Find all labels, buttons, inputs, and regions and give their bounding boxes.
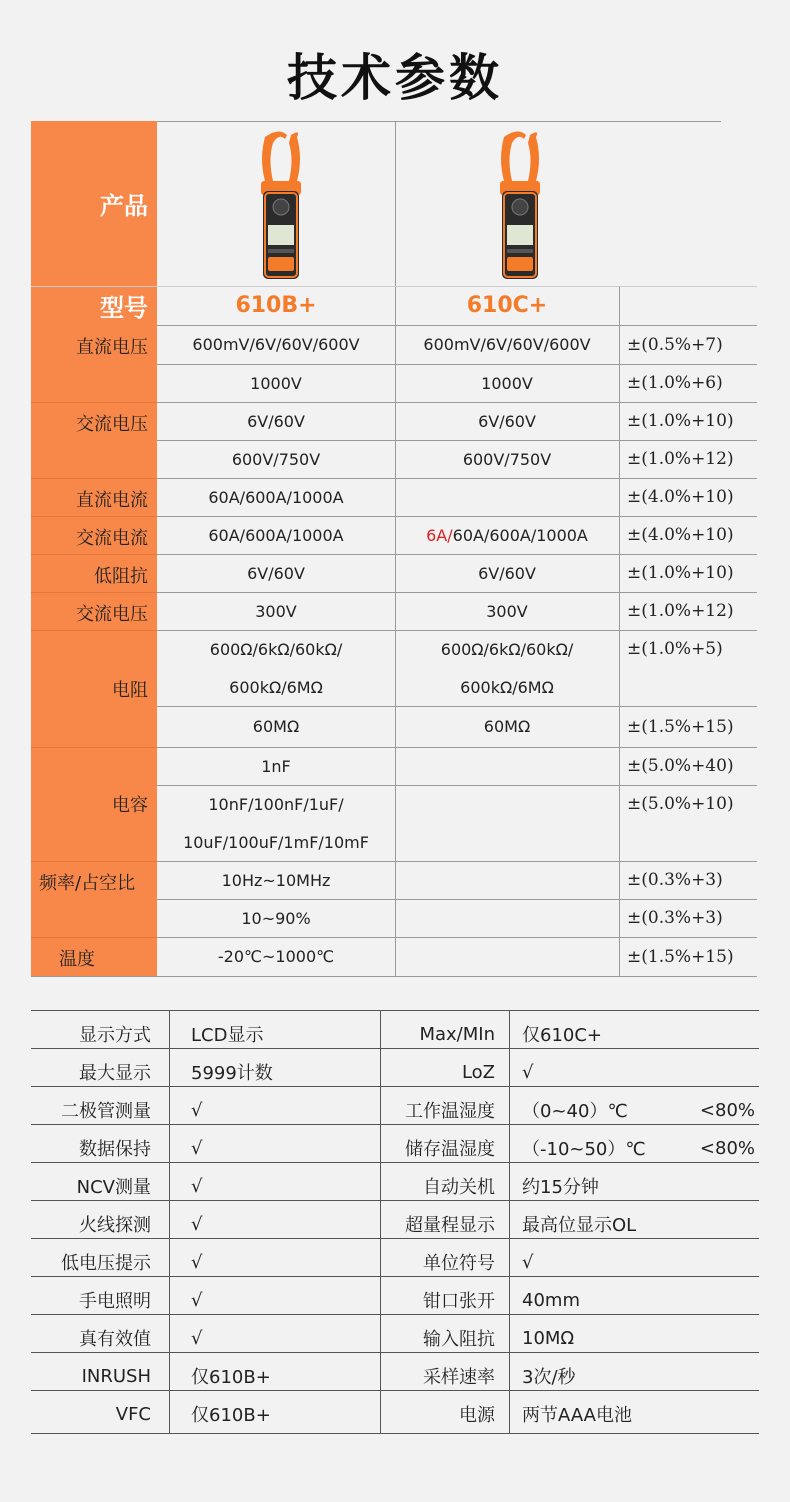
feature-value: √ — [191, 1213, 203, 1235]
feature-label: 最大显示 — [79, 1063, 151, 1084]
feature-label: 输入阻抗 — [423, 1329, 495, 1350]
spec-value-610b: 10nF/100nF/1uF/ — [208, 794, 344, 814]
page-title: 技术参数 — [287, 49, 503, 107]
spec-accuracy: ±(0.3%+3) — [627, 870, 723, 890]
feature-label: 电源 — [459, 1405, 495, 1426]
spec-value-610b-cont: 10uF/100uF/1mF/10mF — [183, 832, 369, 852]
spec-category: 电容 — [112, 795, 148, 816]
feature-label: 显示方式 — [79, 1025, 151, 1046]
clamp-meter-610b-image — [251, 129, 311, 281]
spec-value-610b: 1nF — [261, 756, 291, 776]
spec-accuracy: ±(4.0%+10) — [627, 525, 734, 545]
spec-category: 低阻抗 — [94, 566, 148, 587]
spec-accuracy: ±(1.0%+12) — [627, 601, 734, 621]
spec-value-610c: 600mV/6V/60V/600V — [423, 335, 591, 354]
spec-value-610b: 600Ω/6kΩ/60kΩ/ — [209, 639, 343, 659]
feature-value: 仅610B+ — [191, 1367, 271, 1388]
spec-accuracy: ±(1.0%+12) — [627, 449, 734, 469]
feature-label: 二极管测量 — [61, 1101, 151, 1122]
feature-label: VFC — [115, 1403, 151, 1425]
spec-category: 直流电流 — [76, 490, 148, 511]
feature-label: 储存温湿度 — [405, 1139, 495, 1160]
spec-value-610b: 1000V — [250, 373, 302, 393]
feature-value: 约15分钟 — [522, 1177, 599, 1198]
feature-value: √ — [191, 1137, 203, 1159]
feature-extra: <80% — [699, 1099, 755, 1121]
feature-label: 真有效值 — [79, 1329, 151, 1350]
spec-value-610b: 600V/750V — [231, 449, 321, 469]
feature-label: NCV测量 — [76, 1177, 151, 1198]
feature-extra: <80% — [699, 1137, 755, 1159]
spec-category: 电阻 — [112, 679, 148, 701]
spec-accuracy: ±(1.5%+15) — [627, 716, 734, 737]
spec-value-610b: 10~90% — [241, 908, 311, 928]
spec-value-610b-cont: 600kΩ/6MΩ — [229, 677, 323, 697]
spec-value-highlight: 6A/ — [426, 525, 453, 545]
spec-value-610b: 6V/60V — [247, 563, 305, 583]
spec-category: 交流电压 — [76, 604, 148, 625]
feature-value: 10MΩ — [522, 1327, 575, 1349]
feature-label: 采样速率 — [423, 1367, 495, 1388]
feature-value: 3次/秒 — [522, 1367, 576, 1388]
feature-label: 手电照明 — [79, 1291, 151, 1312]
feature-value: √ — [522, 1251, 534, 1273]
spec-value-610b: 6V/60V — [247, 411, 305, 431]
spec-accuracy: ±(1.5%+15) — [627, 946, 734, 967]
feature-label: Max/MIn — [419, 1023, 495, 1045]
feature-label: 钳口张开 — [423, 1291, 495, 1312]
spec-accuracy: ±(1.0%+6) — [627, 373, 723, 393]
spec-value-610c — [395, 516, 619, 554]
feature-value: √ — [191, 1099, 203, 1121]
spec-value-610b: 60A/600A/1000A — [208, 487, 344, 507]
feature-value: 两节AAA电池 — [522, 1405, 632, 1426]
spec-value-text: 60A/600A/1000A — [452, 525, 588, 545]
spec-value-610c: 1000V — [481, 373, 533, 393]
model-610c: 610C+ — [466, 293, 548, 318]
spec-accuracy: ±(0.3%+3) — [627, 908, 723, 928]
spec-category: 交流电流 — [76, 528, 148, 549]
feature-label: 低电压提示 — [61, 1253, 151, 1274]
spec-category: 直流电压 — [76, 337, 148, 358]
model-label: 型号 — [100, 294, 148, 322]
spec-accuracy: ±(0.5%+7) — [627, 334, 723, 355]
spec-value-610b: -20℃~1000℃ — [217, 947, 335, 966]
spec-value-610b: 10Hz~10MHz — [221, 870, 331, 890]
spec-accuracy: ±(5.0%+10) — [627, 794, 734, 814]
spec-value-610c: 6V/60V — [478, 563, 536, 583]
feature-value: √ — [191, 1289, 203, 1311]
spec-table — [31, 121, 757, 976]
feature-value: 5999计数 — [191, 1063, 273, 1084]
spec-value-610c-cont: 600kΩ/6MΩ — [460, 677, 554, 697]
spec-accuracy: ±(4.0%+10) — [627, 487, 734, 507]
feature-label: INRUSH — [81, 1365, 151, 1387]
feature-label: LoZ — [461, 1061, 495, 1083]
feature-value: √ — [191, 1175, 203, 1197]
spec-value-610c: 600V/750V — [462, 449, 552, 469]
feature-label: 工作温湿度 — [405, 1101, 495, 1122]
spec-value-610c: 6V/60V — [478, 411, 536, 431]
spec-category: 频率/占空比 — [39, 873, 136, 894]
spec-value-610b: 300V — [255, 601, 297, 621]
feature-label: 超量程显示 — [405, 1215, 495, 1236]
feature-label: 单位符号 — [423, 1253, 495, 1274]
feature-value: 40mm — [522, 1289, 580, 1311]
feature-value: 仅610C+ — [522, 1025, 603, 1046]
feature-value: √ — [522, 1061, 534, 1083]
spec-value-610b: 60A/600A/1000A — [208, 525, 344, 545]
feature-value: （0~40）℃ — [522, 1101, 628, 1122]
spec-value-610c: 600Ω/6kΩ/60kΩ/ — [440, 639, 574, 659]
feature-value: √ — [191, 1327, 203, 1349]
spec-value-610c: 60MΩ — [483, 717, 531, 736]
spec-accuracy: ±(1.0%+5) — [627, 639, 723, 659]
spec-category: 交流电压 — [76, 414, 148, 435]
feature-value: LCD显示 — [191, 1025, 264, 1046]
feature-value: √ — [191, 1251, 203, 1273]
spec-value-610b: 60MΩ — [252, 717, 300, 736]
feature-label: 数据保持 — [79, 1139, 151, 1160]
feature-label: 火线探测 — [79, 1215, 151, 1236]
feature-table — [31, 1010, 759, 1434]
spec-accuracy: ±(5.0%+40) — [627, 756, 734, 776]
feature-value: （-10~50）℃ — [522, 1139, 646, 1160]
spec-value-610c: 300V — [486, 601, 528, 621]
feature-value: 最高位显示OL — [522, 1215, 637, 1236]
product-label: 产品 — [100, 192, 148, 220]
feature-label: 自动关机 — [423, 1177, 495, 1198]
spec-accuracy: ±(1.0%+10) — [627, 563, 734, 583]
model-610b: 610B+ — [235, 293, 317, 318]
spec-category: 温度 — [59, 949, 95, 970]
clamp-meter-610c-image — [490, 129, 550, 281]
spec-accuracy: ±(1.0%+10) — [627, 411, 734, 431]
feature-value: 仅610B+ — [191, 1405, 271, 1426]
spec-value-610b: 600mV/6V/60V/600V — [192, 335, 360, 354]
